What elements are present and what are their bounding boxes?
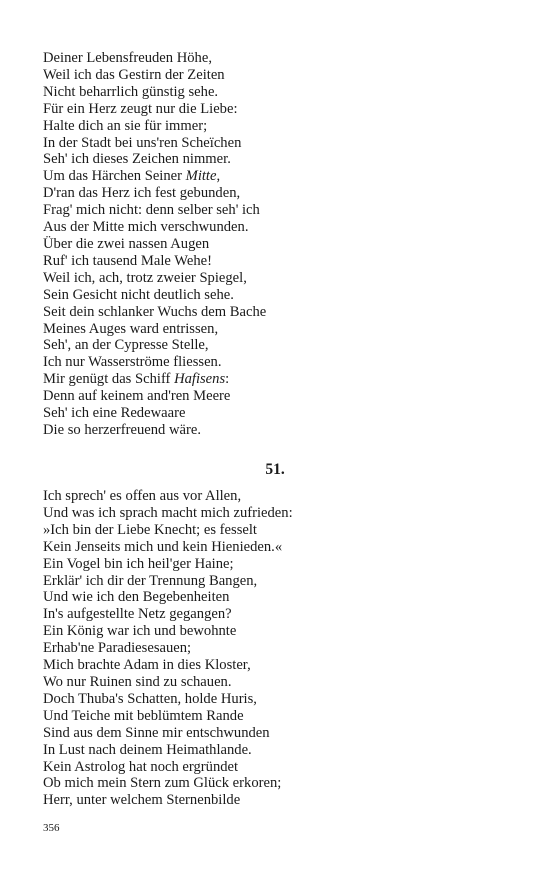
verse-line-text: : <box>225 371 230 388</box>
verse-line: Die so herzerfreuend wäre. <box>43 421 202 438</box>
verse-line: Und Teiche mit beblümtem Rande <box>43 707 244 724</box>
verse-line: Seh' ich dieses Zeichen nimmer. <box>43 151 231 168</box>
verse-line: Doch Thuba's Schatten, holde Huris, <box>43 690 257 707</box>
verse-line: Seh' ich eine Redewaare <box>43 405 186 422</box>
verse-line: Über die zwei nassen Augen <box>43 235 210 252</box>
verse-line: Sind aus dem Sinne mir entschwunden <box>43 724 270 741</box>
verse-line: Mich brachte Adam in dies Kloster, <box>43 657 251 674</box>
verse-line: Weil ich, ach, trotz zweier Spiegel, <box>43 269 247 286</box>
verse-line: Und was ich sprach macht mich zufrieden: <box>43 504 293 521</box>
page-number: 356 <box>43 822 60 834</box>
verse-line: Deiner Lebensfreuden Höhe, <box>43 50 212 66</box>
verse-line: In der Stadt bei uns'ren Scheïchen <box>43 134 242 151</box>
verse-line: Kein Astrolog hat noch ergründet <box>43 758 239 775</box>
poem-continuation <box>43 50 513 439</box>
verse-line: Und wie ich den Begebenheiten <box>43 589 230 606</box>
verse-line: Nicht beharrlich günstig sehe. <box>43 83 219 100</box>
verse-line: Ruf' ich tausend Male Wehe! <box>43 252 212 269</box>
verse-line: Ein Vogel bin ich heil'ger Haine; <box>43 555 234 572</box>
verse-line <box>43 168 513 185</box>
verse-line: Sein Gesicht nicht deutlich sehe. <box>43 286 234 303</box>
verse-line <box>43 371 513 388</box>
verse-line: Kein Jenseits mich und kein Hienieden.« <box>43 538 283 555</box>
verse-line: Weil ich das Gestirn der Zeiten <box>43 66 225 83</box>
verse-line: In Lust nach deinem Heimathlande. <box>43 741 252 758</box>
poem-51-body <box>43 488 513 809</box>
verse-line: Erhab'ne Paradiesesauen; <box>43 640 192 657</box>
verse-line: Erklär' ich dir der Trennung Bangen, <box>43 572 258 589</box>
verse-line: Frag' mich nicht: denn selber seh' ich <box>43 202 260 219</box>
verse-line: Ein König war ich und bewohnte <box>43 623 237 640</box>
verse-line-text: Mir genügt das Schiff <box>43 371 175 388</box>
verse-line: Für ein Herz zeugt nur die Liebe: <box>43 100 238 117</box>
verse-line: Ich nur Wasserströme fliessen. <box>43 354 222 371</box>
verse-line-emphasis: Mitte <box>185 168 217 185</box>
verse-line: Herr, unter welchem Sternenbilde <box>43 792 241 809</box>
poem-number-heading: 51. <box>265 461 285 478</box>
verse-line-text: Um das Härchen Seiner <box>43 168 186 185</box>
verse-line: »Ich bin der Liebe Knecht; es fesselt <box>43 521 257 538</box>
verse-line: Wo nur Ruinen sind zu schauen. <box>43 673 232 690</box>
verse-line-emphasis: Hafisens <box>174 371 226 388</box>
verse-line: Halte dich an sie für immer; <box>43 117 208 134</box>
verse-line: Ob mich mein Stern zum Glück erkoren; <box>43 775 282 792</box>
verse-line: Ich sprech' es offen aus vor Allen, <box>43 488 242 504</box>
verse-line: Meines Auges ward entrissen, <box>43 320 219 337</box>
verse-line: Seit dein schlanker Wuchs dem Bache <box>43 303 267 320</box>
verse-line: Seh', an der Cypresse Stelle, <box>43 337 209 354</box>
verse-line: D'ran das Herz ich fest gebunden, <box>43 185 241 202</box>
verse-line: In's aufgestellte Netz gegangen? <box>43 606 232 623</box>
verse-line-text: , <box>216 168 221 185</box>
verse-line: Aus der Mitte mich verschwunden. <box>43 219 249 236</box>
verse-line: Denn auf keinem and'ren Meere <box>43 388 231 405</box>
